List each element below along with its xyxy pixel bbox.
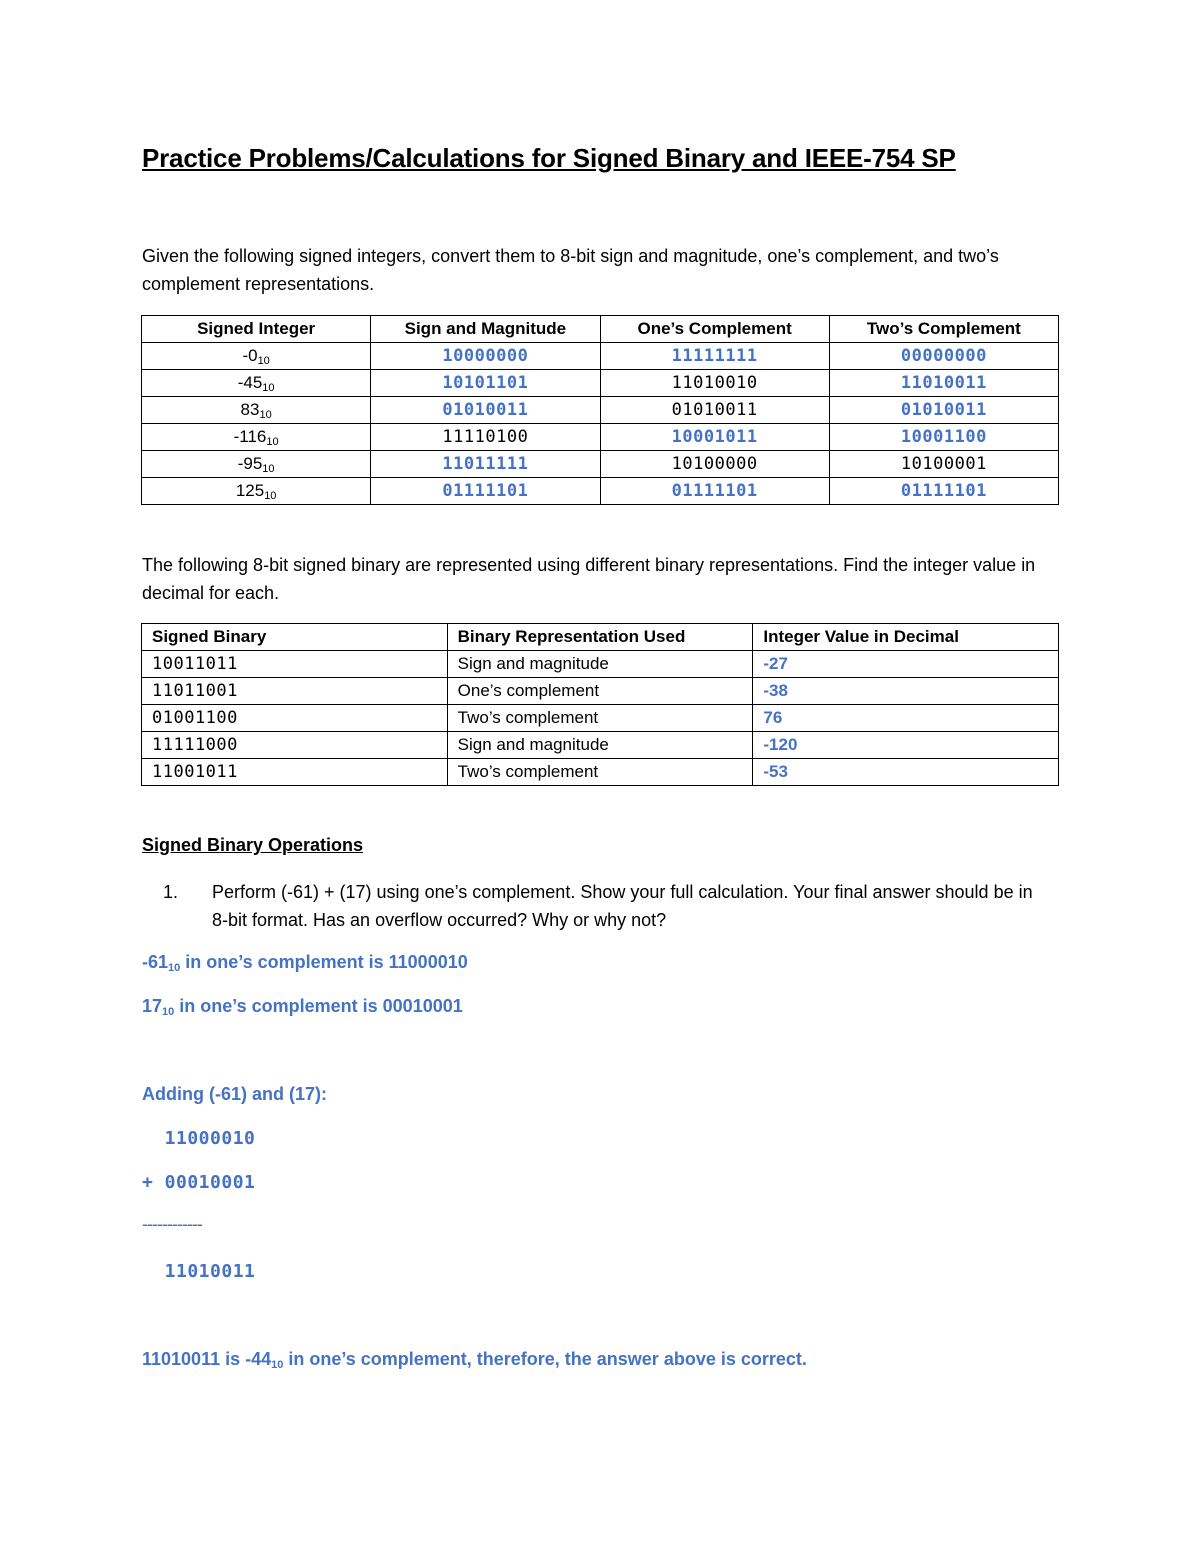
- section-heading: Signed Binary Operations: [142, 835, 364, 855]
- twos-complement-cell: 01111101: [829, 478, 1058, 505]
- table-row: [142, 478, 1059, 505]
- signed-integer-cell: $83_{10}$: [142, 397, 371, 424]
- twos-complement-cell: 10001100: [829, 424, 1058, 451]
- operand-1: 11000010: [142, 1128, 256, 1149]
- col-header-signed-binary: Signed Binary: [142, 624, 448, 651]
- representation-cell: Sign and magnitude: [447, 732, 753, 759]
- conclusion-line: 11010011 is $-44_{10}$ in one’s complement, therefore, the answer above is correct.: [142, 1349, 807, 1371]
- signed-integer-cell: $-0_{10}$: [142, 343, 371, 370]
- signed-binary-cell: 01001100: [142, 705, 448, 732]
- decimal-value-cell: -120: [753, 732, 1059, 759]
- signed-binary-cell: 11111000: [142, 732, 448, 759]
- table-row: [142, 424, 1059, 451]
- twos-complement-cell: 00000000: [829, 343, 1058, 370]
- signed-binary-cell: 10011011: [142, 651, 448, 678]
- table-row: [142, 732, 1059, 759]
- twos-complement-cell: 10100001: [829, 451, 1058, 478]
- representation-cell: Sign and magnitude: [447, 651, 753, 678]
- decimal-value-cell: -53: [753, 759, 1059, 786]
- col-header-signed-integer: Signed Integer: [142, 316, 371, 343]
- table-header-row: [142, 316, 1059, 343]
- decode-table: [141, 623, 1059, 786]
- decimal-value-cell: -38: [753, 678, 1059, 705]
- ones-complement-cell: 11010010: [600, 370, 829, 397]
- ones-complement-cell: 10001011: [600, 424, 829, 451]
- ones-complement-cell: 10100000: [600, 451, 829, 478]
- sign-magnitude-cell: 10000000: [371, 343, 600, 370]
- twos-complement-cell: 11010011: [829, 370, 1058, 397]
- col-header-twos-complement: Two’s Complement: [829, 316, 1058, 343]
- adding-label: Adding (-61) and (17):: [142, 1084, 327, 1104]
- sign-magnitude-cell: 11011111: [371, 451, 600, 478]
- table-row: [142, 370, 1059, 397]
- intro-paragraph-2: The following 8-bit signed binary are represented using different binary representations. Find the integer value in decimal for each.: [142, 555, 1036, 603]
- decimal-value-cell: -27: [753, 651, 1059, 678]
- operand-2: + 00010001: [142, 1172, 256, 1193]
- signed-integer-cell: $125_{10}$: [142, 478, 371, 505]
- problem-text: Perform (-61) + (17) using one’s complement. Show your full calculation. Your final answer should be in 8-bit format. Has an overflow occurred? Why or why not?: [212, 882, 1033, 930]
- signed-integer-cell: $-116_{10}$: [142, 424, 371, 451]
- twos-complement-cell: 01010011: [829, 397, 1058, 424]
- sign-magnitude-cell: 01010011: [371, 397, 600, 424]
- solution-line-1: $-61_{10}$ in one’s complement is 11000010: [142, 952, 468, 974]
- sign-magnitude-cell: 11110100: [371, 424, 600, 451]
- col-header-ones-complement: One’s Complement: [600, 316, 829, 343]
- intro-paragraph-1: Given the following signed integers, convert them to 8-bit sign and magnitude, one’s complement, and two’s complement representations.: [142, 246, 999, 294]
- table-row: [142, 759, 1059, 786]
- col-header-decimal-value: Integer Value in Decimal: [753, 624, 1059, 651]
- representation-cell: One’s complement: [447, 678, 753, 705]
- table-row: [142, 705, 1059, 732]
- conversion-table: [141, 315, 1059, 505]
- problem-item: [142, 878, 1042, 934]
- ones-complement-cell: 11111111: [600, 343, 829, 370]
- table-row: [142, 397, 1059, 424]
- table-header-row: [142, 624, 1059, 651]
- ones-complement-cell: 01010011: [600, 397, 829, 424]
- page-title: Practice Problems/Calculations for Signed Binary and IEEE-754 SP: [142, 143, 956, 173]
- sign-magnitude-cell: 01111101: [371, 478, 600, 505]
- col-header-sign-magnitude: Sign and Magnitude: [371, 316, 600, 343]
- sign-magnitude-cell: 10101101: [371, 370, 600, 397]
- representation-cell: Two’s complement: [447, 759, 753, 786]
- table-row: [142, 651, 1059, 678]
- table-row: [142, 343, 1059, 370]
- sum-result: 11010011: [142, 1261, 256, 1282]
- ones-complement-cell: 01111101: [600, 478, 829, 505]
- signed-binary-cell: 11011001: [142, 678, 448, 705]
- solution-line-2: $17_{10}$ in one’s complement is 00010001: [142, 996, 463, 1018]
- col-header-representation: Binary Representation Used: [447, 624, 753, 651]
- decimal-value-cell: 76: [753, 705, 1059, 732]
- table-row: [142, 678, 1059, 705]
- signed-integer-cell: $-45_{10}$: [142, 370, 371, 397]
- representation-cell: Two’s complement: [447, 705, 753, 732]
- signed-binary-cell: 11001011: [142, 759, 448, 786]
- sum-rule: ------------: [142, 1214, 202, 1234]
- table-row: [142, 451, 1059, 478]
- signed-integer-cell: $-95_{10}$: [142, 451, 371, 478]
- problem-number: 1.: [163, 882, 179, 902]
